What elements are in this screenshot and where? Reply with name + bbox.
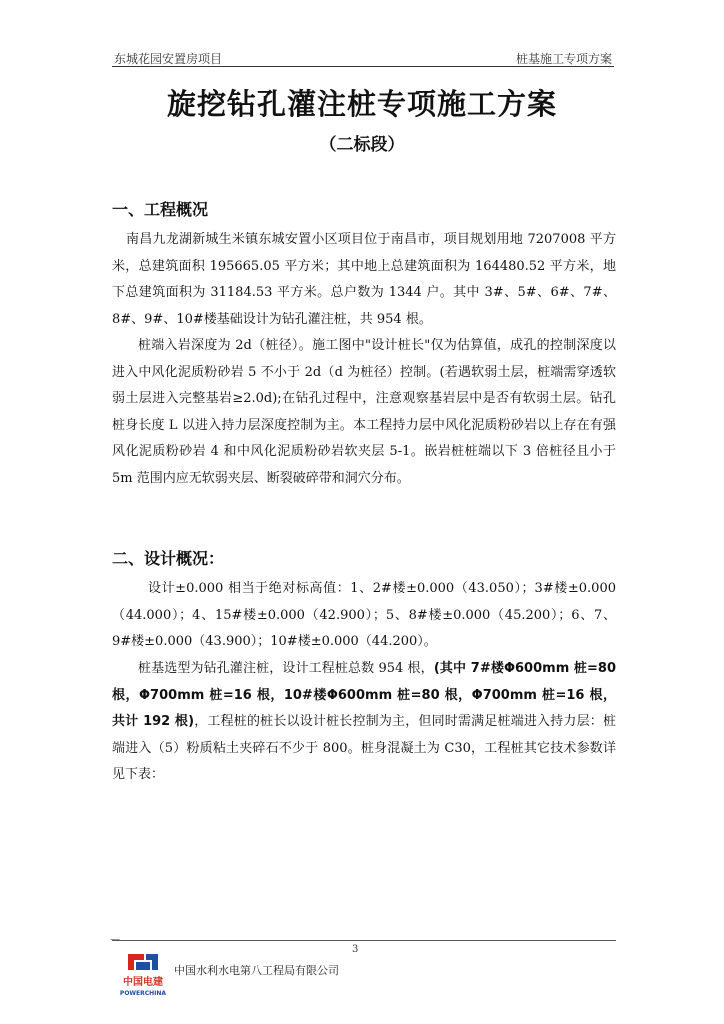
design-overview-paragraph-2 [112, 656, 616, 789]
document-title: 旋挖钻孔灌注桩专项施工方案 [166, 87, 557, 121]
footer-divider [110, 934, 616, 945]
logo-chinese-text: 中国电建 [123, 977, 163, 988]
design-overview-paragraph-1: 设计±0.000 相当于绝对标高值：1、2#楼±0.000（43.050）；3#楼±0.000（44.000）；4、15#楼±0.000（42.900）；5、8#楼±0.000（45.200）；6、7、9#楼±0.000（43.900）；10#楼±0.000（44.200）。 [112, 581, 616, 649]
section-heading-design-overview: 二、设计概况： [112, 549, 225, 568]
page-number: 3 [352, 944, 359, 955]
header-document-name: 桩基施工专项方案 [515, 52, 612, 66]
pile-count-bold-text: (其中 7#楼Φ600mm 桩=80 根，Φ700mm 桩=16 根，10#楼Φ600mm 桩=80 根，Φ700mm 桩=16 根，共计 192 根) [112, 661, 616, 729]
pile-requirements-text: ，工程桩的桩长以设计桩长控制为主，但同时需满足桩端进入持力层：桩端进入（5）粉质粘土夹碎石不少于 800。桩身混凝土为 C30，工程桩其它技术参数详见下表： [112, 714, 616, 782]
pile-summary-text: 桩基选型为钻孔灌注桩，设计工程桩总数 954 根， [138, 661, 434, 676]
document-subtitle: （二标段） [319, 135, 405, 155]
header-project-name: 东城花园安置房项目 [114, 52, 223, 66]
footer-dash: — [110, 934, 120, 945]
company-name: 中国水利水电第八工程局有限公司 [174, 964, 339, 977]
powerchina-emblem-icon [128, 954, 158, 970]
project-overview-paragraph-2: 桩端入岩深度为 2d（桩径）。施工图中"设计桩长"仅为估算值，成孔的控制深度以进入中风化泥质粉砂岩 5 不小于 2d（d 为桩径）控制。(若遇软弱土层，桩端需穿透软弱土层进入完整基岩≥2.0d);在钻孔过程中，注意观察基岩层中是否有软弱土层。钻孔桩身长度 L 以进入持力层深度控制为主。本工程持力层中风化泥质粉砂岩以上存在有强风化泥质粉砂岩 4 和中风化泥质粉砂岩软夹层 5-1。嵌岩桩桩端以下 3 倍桩径且小于 5m 范围内应无软弱夹层、断裂破碎带和洞穴分布。 [112, 338, 616, 486]
running-header [112, 48, 614, 67]
logo-english-text: POWERCHINA [120, 990, 166, 997]
powerchina-logo [120, 950, 166, 1000]
section-heading-project-overview: 一、工程概况 [112, 200, 209, 219]
project-overview-paragraph-1: 南昌九龙湖新城生米镇东城安置小区项目位于南昌市，项目规划用地 7207008 平方米，总建筑面积 195665.05 平方米；其中地上总建筑面积为 164480.52 平方米，地下总建筑面积为 31184.53 平方米。总户数为 1344 户。其中 3#、5#、6#、7#、8#、9#、10#楼基础设计为钻孔灌注桩，共 954 根。 [112, 232, 616, 327]
